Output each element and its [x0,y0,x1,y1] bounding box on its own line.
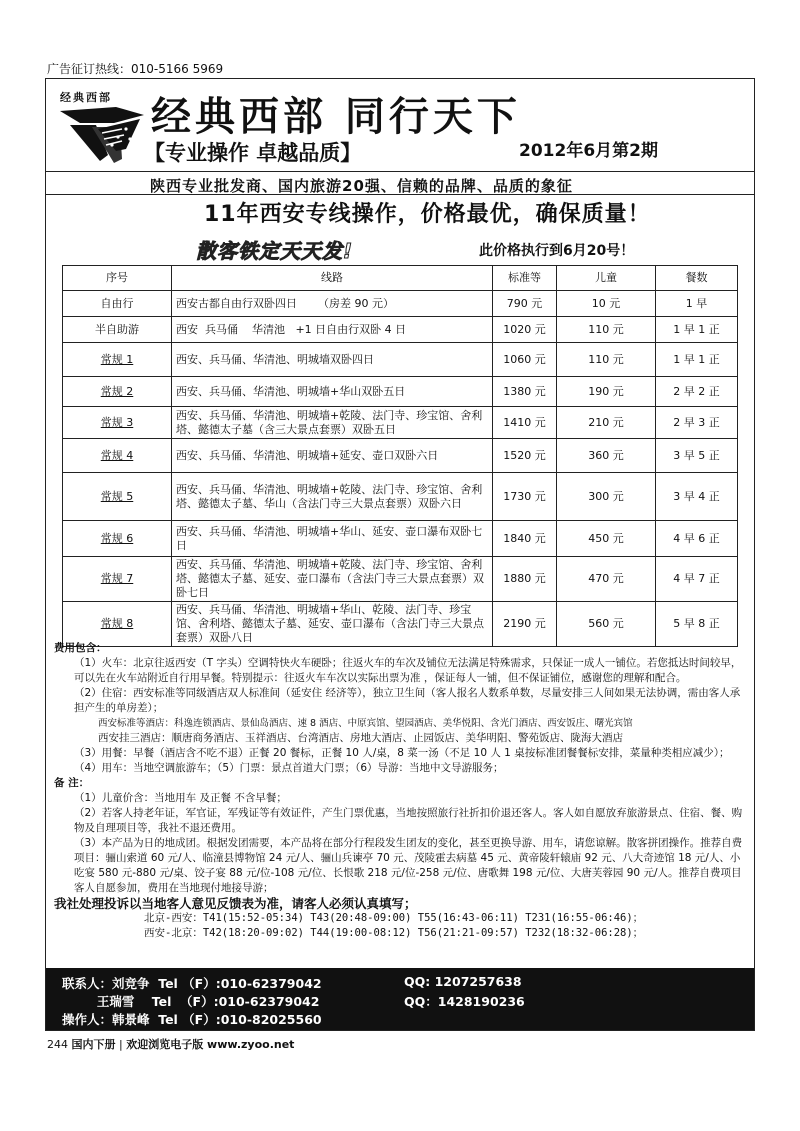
row-meals: 3 早 4 正 [656,473,738,521]
row-price: 1060 元 [493,343,557,377]
daily-departure-banner: 散客铁定天天发! [196,239,354,263]
remark-group: （3）本产品为日的地成团。根据发团需要，本产品将在部分行程段发生团友的变化，甚至更换导游、用车，请您谅解。散客拼团操作。推荐自费项目：骊山索道 60 元/人、临潼县博物馆 24 元/人、骊山兵谏亭 70 元、茂陵霍去病墓 45 元、黄帝陵轩辕庙 92 元、八大奇迹馆 18 元/人、小吃宴 580 元-880 元/桌、饺子宴 88 元/位-108 元/位、长恨歌 218 元/位-258 元/位、唐歌舞 198 元/位、大唐芙蓉园 90 元/人。推荐自费项目客人自愿参加，费用在当地现付地接导游； [74,837,743,894]
row-child: 10 元 [557,291,656,317]
row-meals: 4 早 6 正 [656,521,738,557]
row-price: 1520 元 [493,439,557,473]
contact-line-1: 联系人：刘竞争 Tel （F）:010-62379042 [62,976,322,991]
footer-divider: | [119,1038,123,1051]
train-schedule-return: 西安-北京：T42(18:20-09:02) T44(19:00-08:12) T56(21:21-09:57) T232(18:32-06:28)； [144,927,644,939]
row-child: 450 元 [557,521,656,557]
row-name: 常规 5 [100,489,134,503]
hotel-standard-list: 西安标准等酒店：科逸连锁酒店、景仙岛酒店、速 8 酒店、中原宾馆、望园酒店、美华悦阳、含光门酒店、西安饭庄、曙光宾馆 [98,718,633,729]
row-route: 西安、兵马俑、华清池、明城墙+乾陵、法门寺、珍宝馆、舍利塔、懿德太子墓、华山（含法门寺三大景点套票）双卧六日 [172,473,493,521]
remark-discount: （2）若客人持老年证，军官证，军残证等有效证件，产生门票优惠，当地按照旅行社折扣价退还客人。客人如自愿放弃旅游景点、住宿、餐、购物及自理项目等，我社不退还费用。 [74,807,743,834]
fee-meals: （3）用餐：早餐（酒店含不吃不退）正餐 20 餐标，正餐 10 人/桌，8 菜一汤（不足 10 人 1 桌按标准团餐餐标安排，菜量种类相应减少）； [74,747,730,759]
table-row [63,521,738,557]
fee-train: （1）火车：北京往返西安（T 字头）空调特快火车硬卧；往返火车的车次及铺位无法满足特殊需求，只保证一成人一铺位。若您抵达时间较早，可以先在火车站附近自行用早餐。特别提示：往返火车车次以实际出票为准 ，保证每人一铺，但不保证铺位，感谢您的理解和配合。 [74,657,742,684]
notes-section [54,641,748,941]
row-meals: 1 早 [656,291,738,317]
header-child: 儿童 [557,266,656,291]
row-price: 1840 元 [493,521,557,557]
row-meals: 2 早 3 正 [656,407,738,439]
table-row [63,439,738,473]
ad-page [45,78,755,1031]
row-name: 半自助游 [63,317,172,343]
row-name: 常规 3 [100,415,134,429]
row-meals: 5 早 8 正 [656,602,738,647]
row-child: 560 元 [557,602,656,647]
header-route: 线路 [172,266,493,291]
fee-title: 费用包含： [54,642,107,654]
row-price: 1020 元 [493,317,557,343]
row-name: 常规 2 [100,384,134,398]
row-route: 西安、兵马俑、华清池、明城墙+乾陵、法门寺、珍宝馆、舍利塔、懿德太子墓、延安、壶口瀑布（含法门寺三大景点套票）双卧七日 [172,557,493,602]
headline: 11年西安专线操作，价格最优，确保质量！ [204,202,651,227]
row-route: 西安 兵马俑 华清池 +1 日自由行双卧 4 日 [172,317,493,343]
table-row [63,557,738,602]
row-route: 西安、兵马俑、华清池、明城墙+华山、乾陵、法门寺、珍宝馆、舍利塔、懿德太子墓、延安、壶口瀑布（含法门寺三大景点套票）双卧八日 [172,602,493,647]
complaint-note: 我社处理投诉以当地客人意见反馈表为准，请客人必须认真填写； [54,896,417,911]
table-row [63,291,738,317]
price-validity: 此价格执行到6月20号！ [479,243,635,259]
row-name: 常规 6 [100,531,134,545]
row-price: 1410 元 [493,407,557,439]
row-route: 西安、兵马俑、华清池、明城墙+华山、延安、壶口瀑布双卧七日 [172,521,493,557]
website-link[interactable]: 欢迎浏览电子版 www.zyoo.net [126,1038,295,1051]
contact-bar [46,968,754,1030]
row-name: 常规 4 [100,448,134,462]
table-header-row [63,266,738,291]
row-route: 西安、兵马俑、华清池、明城墙+延安、壶口双卧六日 [172,439,493,473]
row-child: 110 元 [557,317,656,343]
issue-date: 2012年6月第2期 [519,141,658,161]
row-name: 自由行 [63,291,172,317]
row-price: 2190 元 [493,602,557,647]
header-standard: 标准等 [493,266,557,291]
header-meals: 餐数 [656,266,738,291]
row-route: 西安、兵马俑、华清池、明城墙+华山双卧五日 [172,377,493,407]
table-row [63,377,738,407]
row-meals: 1 早 1 正 [656,317,738,343]
tagline: 陕西专业批发商、国内旅游20强、信赖的品牌、品质的象征 [150,177,573,195]
remark-title: 备 注： [54,777,90,789]
price-table [62,265,738,647]
remark-child: （1）儿童价含：当地用车 及正餐 不含早餐； [74,792,287,804]
row-price: 1880 元 [493,557,557,602]
header-no: 序号 [63,266,172,291]
contact-qq-1: QQ: 1207257638 [404,974,522,989]
row-child: 110 元 [557,343,656,377]
table-row [63,602,738,647]
row-price: 1730 元 [493,473,557,521]
row-child: 190 元 [557,377,656,407]
table-row [63,473,738,521]
row-name: 常规 1 [100,352,134,366]
contact-qq-2: QQ：1428190236 [404,994,525,1009]
row-route: 西安、兵马俑、华清池、明城墙+乾陵、法门寺、珍宝馆、舍利塔、懿德太子墓（含三大景点套票）双卧五日 [172,407,493,439]
row-meals: 3 早 5 正 [656,439,738,473]
page-number: 244 [47,1038,68,1051]
table-row [63,317,738,343]
section-name: 国内下册 [71,1038,116,1051]
row-name: 常规 8 [100,617,134,630]
row-meals: 4 早 7 正 [656,557,738,602]
row-route: 西安古都自由行双卧四日 （房差 90 元） [172,291,493,317]
fee-hotel: （2）住宿：西安标准等同级酒店双人标准间（延安住 经济等），独立卫生间（客人报名人数系单数，尽量安排三人间如果无法协调，需由客人承担产生的单房差）； [74,687,741,714]
page-footer [47,1036,294,1052]
logo [56,89,148,171]
contact-line-2: 王瑞雪 Tel （F）:010-62379042 [62,994,320,1009]
row-child: 360 元 [557,439,656,473]
brand-slogan: 经典西部 同行天下 [151,93,521,140]
table-row [63,343,738,377]
brand-subslogan: 【专业操作 卓越品质】 [144,140,362,165]
row-price: 1380 元 [493,377,557,407]
row-name: 常规 7 [100,572,134,585]
hotel-three-star-list: 西安挂三酒店：顺唐商务酒店、玉祥酒店、台湾酒店、房地大酒店、止园饭店、美华明阳、警苑饭店、陇海大酒店 [98,732,623,744]
ad-hotline: 广告征订热线：010-5166 5969 [47,62,224,76]
row-child: 470 元 [557,557,656,602]
contact-line-3: 操作人：韩景峰 Tel （F）:010-82025560 [62,1012,322,1027]
row-child: 210 元 [557,407,656,439]
row-child: 300 元 [557,473,656,521]
train-schedule-outbound: 北京-西安：T41(15:52-05:34) T43(20:48-09:00) T55(16:43-06:11) T231(16:55-06:46)； [144,912,644,924]
table-row [63,407,738,439]
logo-text: 经典西部 [60,91,112,104]
row-route: 西安、兵马俑、华清池、明城墙双卧四日 [172,343,493,377]
row-meals: 1 早 1 正 [656,343,738,377]
row-price: 790 元 [493,291,557,317]
fee-transport: （4）用车：当地空调旅游车；（5）门票：景点首道大门票；（6）导游：当地中文导游服务； [74,762,504,774]
row-meals: 2 早 2 正 [656,377,738,407]
